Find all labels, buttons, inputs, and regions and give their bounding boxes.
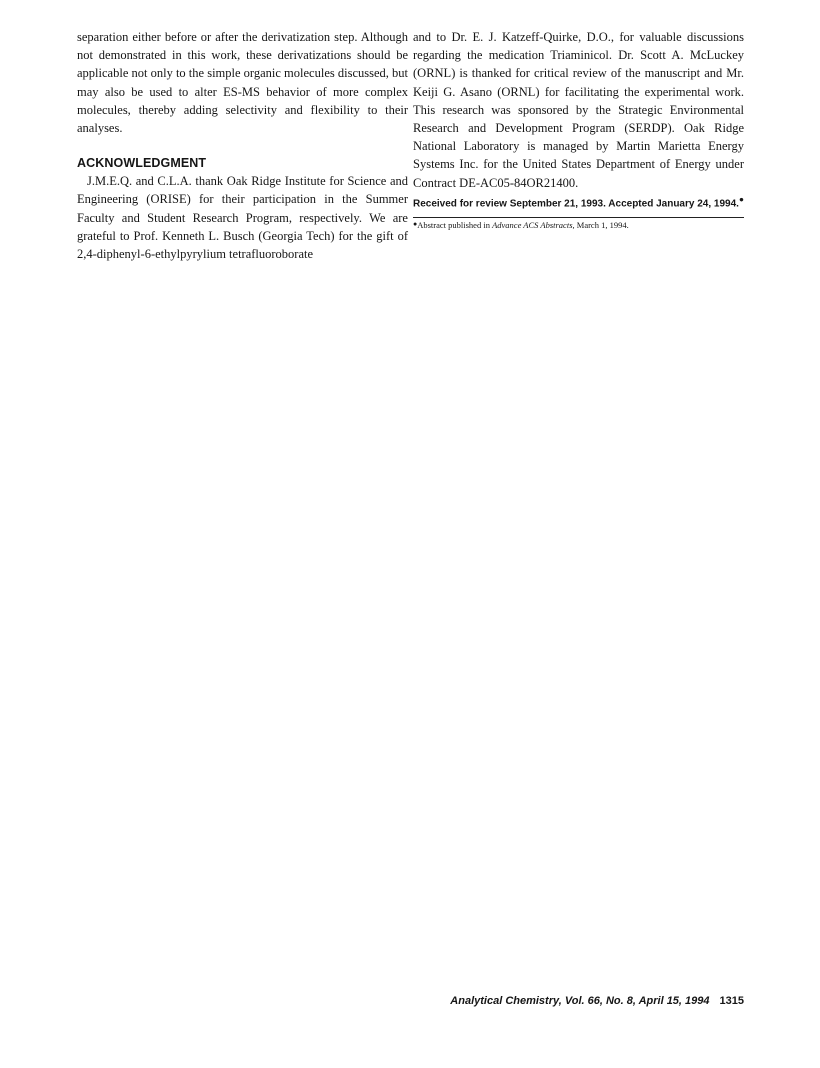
received-dates	[413, 192, 744, 212]
footnote-prefix: Abstract published in	[417, 219, 493, 230]
page-number: 1315	[719, 995, 744, 1007]
left-column	[77, 28, 408, 263]
acknowledgment-paragraph: J.M.E.Q. and C.L.A. thank Oak Ridge Institute for Science and Engineering (ORISE) for their participation in the Summer Faculty and Student Research Program, respectively. We are grateful to Prof. Kenneth L. Busch (Georgia Tech) for the gift of 2,4-diphenyl-6-ethylpyrylium tetrafluoroborate	[77, 174, 408, 262]
acknowledgment-paragraph-continued: and to Dr. E. J. Katzeff-Quirke, D.O., for valuable discussions regarding the medication Triaminicol. Dr. Scott A. McLuckey (ORNL) is thanked for critical review of the manuscript and Mr. Keiji G. Asano (ORNL) for facilitating the experimental work. This research was sponsored by the Strategic Environmental Research and Development Program (SERDP). Oak Ridge National Laboratory is managed by Martin Marietta Energy Systems Inc. for the United States Department of Energy under Contract DE-AC05-84OR21400.	[413, 30, 744, 190]
acknowledgment-heading: ACKNOWLEDGMENT	[77, 156, 207, 171]
right-column	[413, 28, 744, 231]
footnote-journal: Advance ACS Abstracts,	[492, 219, 575, 230]
page-footer	[450, 995, 744, 1007]
footnote-date: March 1, 1994.	[574, 219, 629, 230]
footnote-mark: ●	[413, 219, 418, 228]
journal-citation: Analytical Chemistry, Vol. 66, No. 8, April 15, 1994	[450, 995, 710, 1007]
received-text: Received for review September 21, 1993. Accepted January 24, 1994.	[413, 198, 739, 210]
received-footnote-mark: ●	[738, 193, 744, 204]
footnote	[413, 218, 744, 231]
body-paragraph-continued: separation either before or after the derivatization step. Although not demonstrated in this work, these derivatizations should be applicable not only to the simple organic molecules discussed, but may also be used to alter ES-MS behavior of more complex molecules, thereby adding selectivity and flexibility to their analyses.	[77, 30, 408, 136]
